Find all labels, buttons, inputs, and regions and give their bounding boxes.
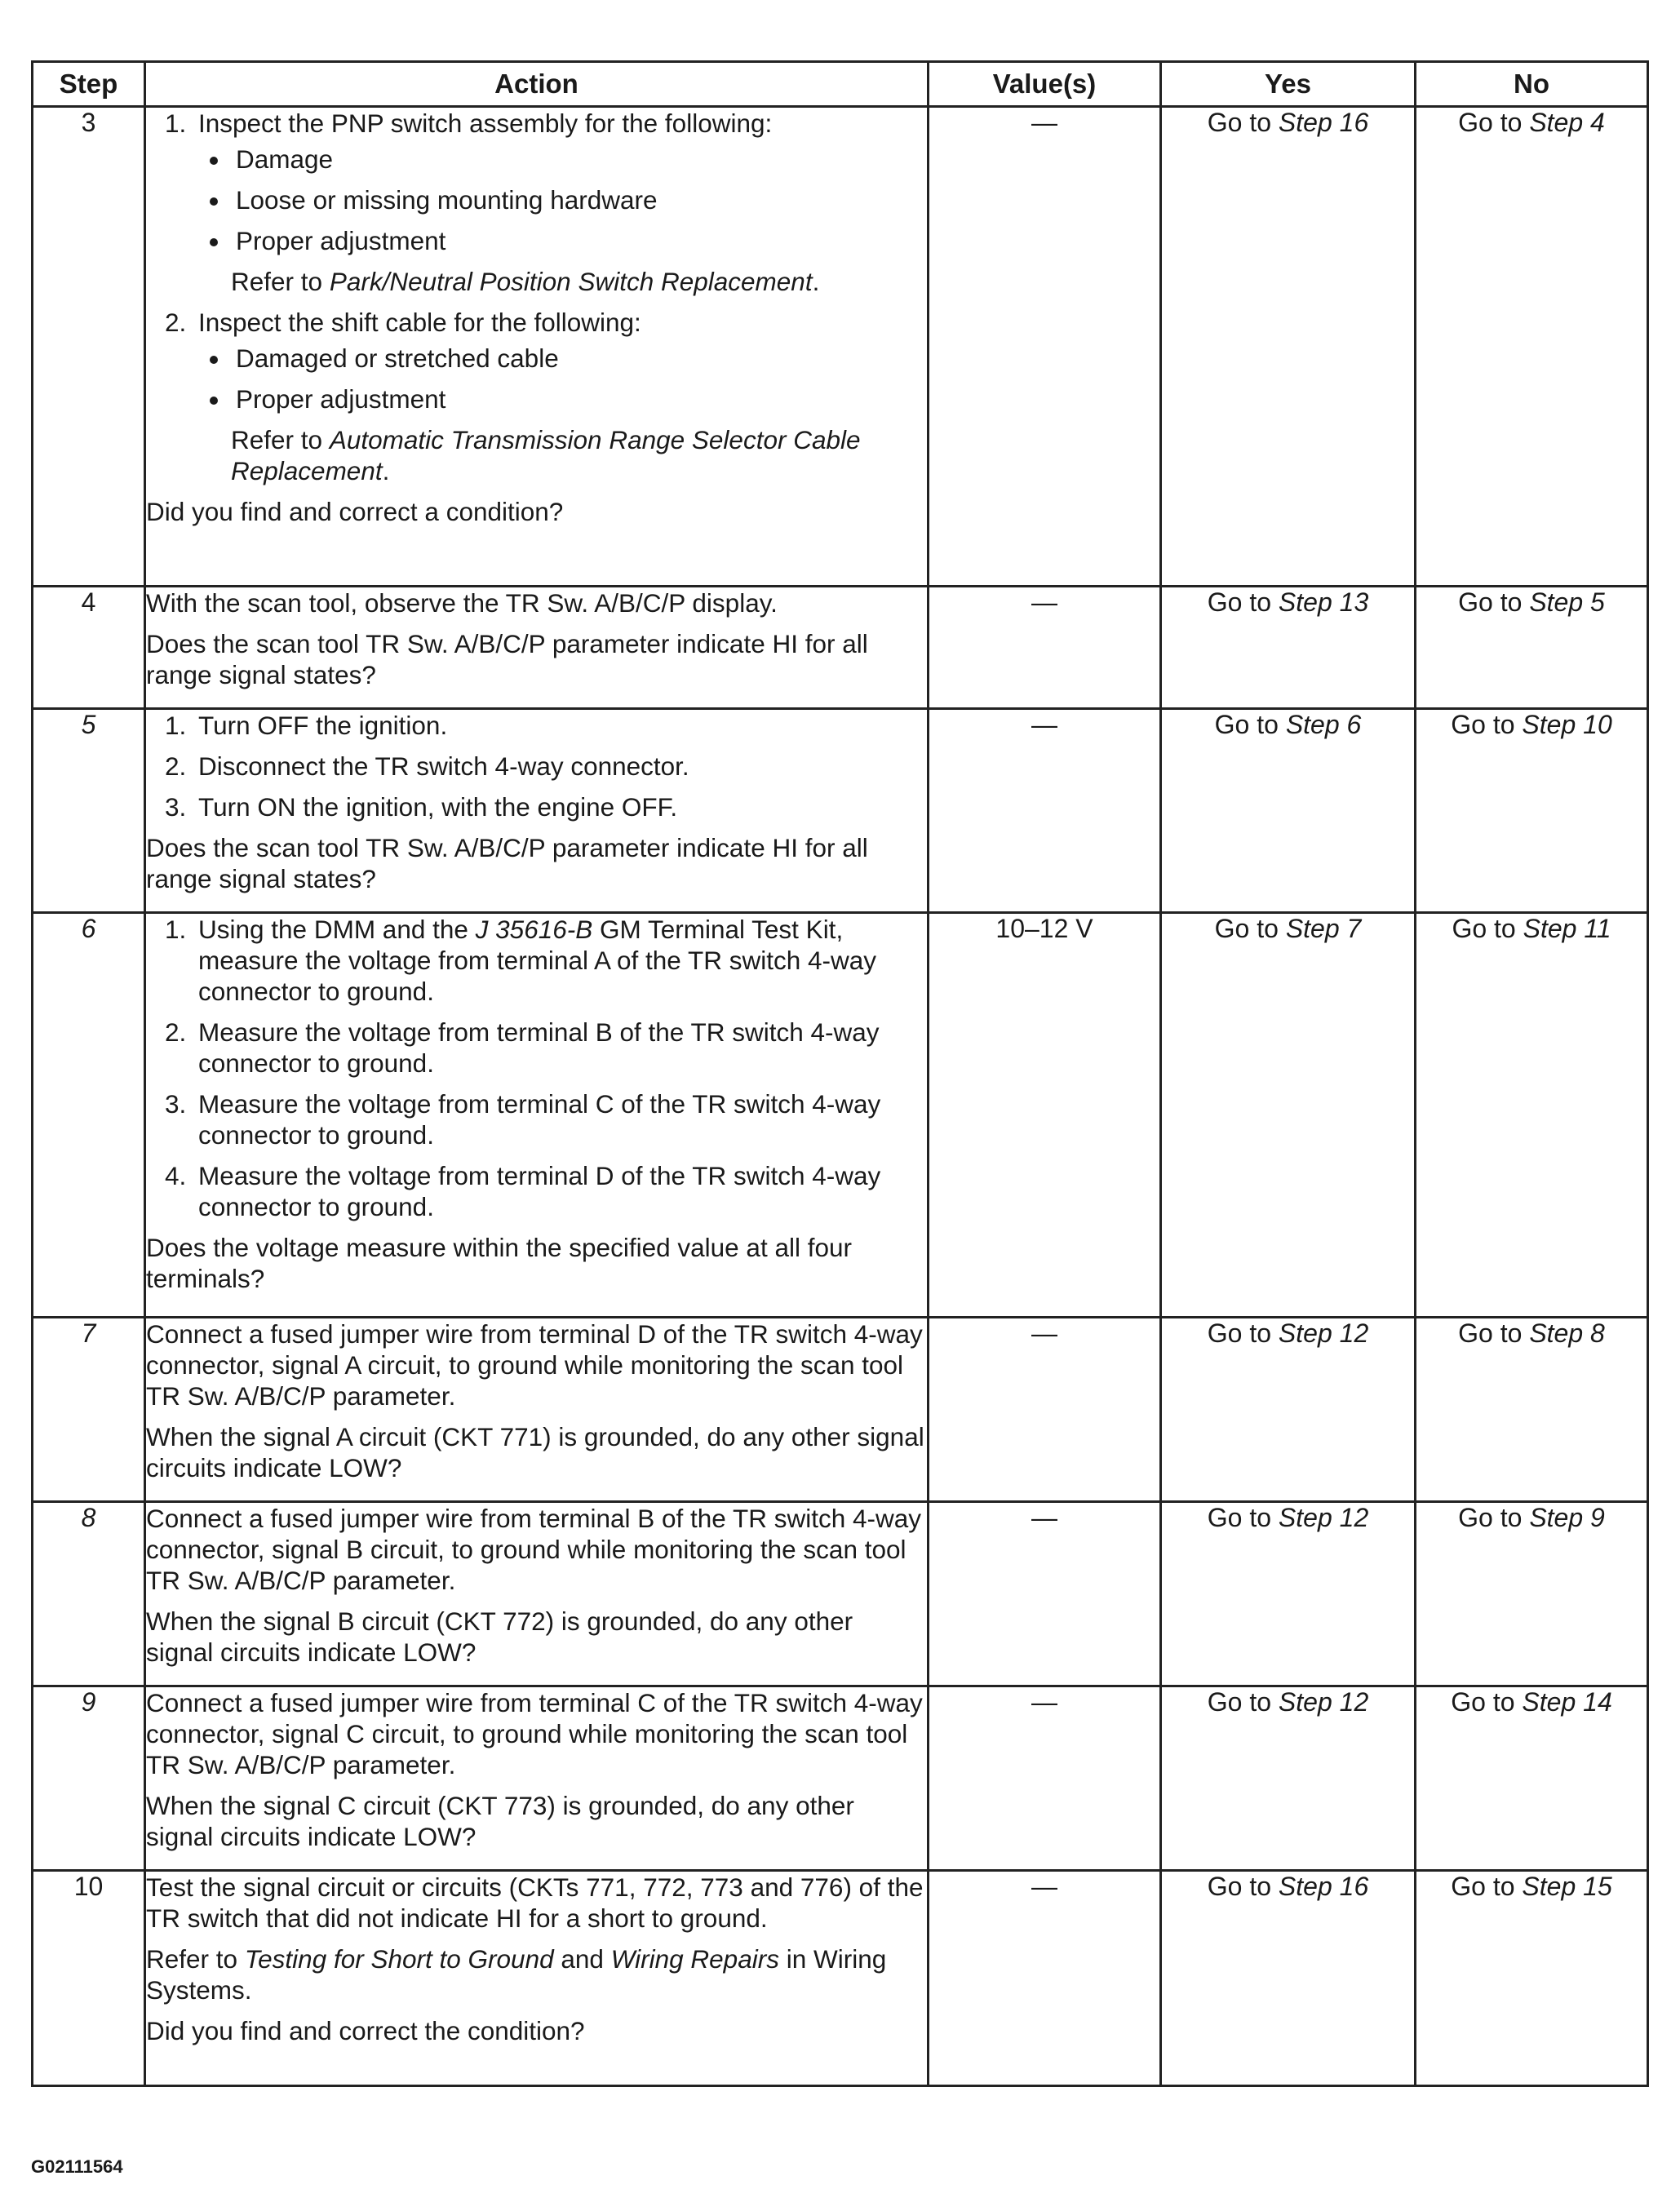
value-cell: —	[929, 709, 1161, 913]
action-item: 2. Measure the voltage from terminal B of the TR switch 4-way connector to ground.	[193, 1017, 927, 1079]
reference-note: Refer to Automatic Transmission Range Selector Cable Replacement.	[231, 425, 861, 485]
step-number: 6	[33, 913, 145, 1318]
table-row	[33, 913, 1648, 1318]
no-cell: Go to Step 14	[1416, 1686, 1648, 1871]
action-item: 2. Inspect the shift cable for the following: • Damaged or stretched cable • Proper adjustment Refer to Automatic Transmission Range Selector Cable Replacement.	[193, 307, 927, 486]
action-cell	[145, 587, 929, 709]
action-question: Does the scan tool TR Sw. A/B/C/P parameter indicate HI for all range signal states?	[146, 833, 868, 893]
action-cell	[145, 913, 929, 1318]
action-item: 2. Disconnect the TR switch 4-way connector.	[193, 751, 927, 782]
diagnostic-table	[31, 60, 1649, 2087]
action-text: Connect a fused jumper wire from terminal C of the TR switch 4-way connector, signal C circuit, to ground while monitoring the scan tool TR Sw. A/B/C/P parameter.	[146, 1688, 923, 1779]
reference-note: Refer to Park/Neutral Position Switch Replacement.	[231, 267, 820, 296]
table-row	[33, 1502, 1648, 1686]
action-item: 4. Measure the voltage from terminal D of the TR switch 4-way connector to ground.	[193, 1160, 927, 1222]
value-cell: —	[929, 1318, 1161, 1502]
yes-step-ref: Step 6	[1285, 710, 1362, 739]
no-step-ref: Step 4	[1529, 108, 1605, 137]
header-values: Value(s)	[929, 62, 1161, 107]
action-text: Connect a fused jumper wire from terminal B of the TR switch 4-way connector, signal B circuit, to ground while monitoring the scan tool TR Sw. A/B/C/P parameter.	[146, 1504, 922, 1595]
reference-link: Automatic Transmission Range Selector Cable Replacement	[231, 425, 861, 485]
reference-link: Park/Neutral Position Switch Replacement	[329, 267, 813, 296]
action-question: When the signal A circuit (CKT 771) is grounded, do any other signal circuits indicate LOW?	[146, 1422, 924, 1482]
no-cell: Go to Step 11	[1416, 913, 1648, 1318]
no-cell: Go to Step 10	[1416, 709, 1648, 913]
action-text: With the scan tool, observe the TR Sw. A/B/C/P display.	[146, 588, 778, 618]
action-text: Test the signal circuit or circuits (CKTs 771, 772, 773 and 776) of the TR switch that did not indicate HI for a short to ground.	[146, 1872, 924, 1933]
yes-step-ref: Step 12	[1278, 1687, 1369, 1717]
no-cell: Go to Step 9	[1416, 1502, 1648, 1686]
table-row	[33, 587, 1648, 709]
step-number: 8	[33, 1502, 145, 1686]
action-item: 3. Measure the voltage from terminal C of the TR switch 4-way connector to ground.	[193, 1088, 927, 1150]
yes-cell: Go to Step 12	[1161, 1686, 1416, 1871]
no-step-ref: Step 9	[1529, 1503, 1605, 1532]
tool-reference: J 35616-B	[475, 915, 593, 944]
yes-cell: Go to Step 7	[1161, 913, 1416, 1318]
yes-cell: Go to Step 12	[1161, 1318, 1416, 1502]
yes-cell: Go to Step 12	[1161, 1502, 1416, 1686]
step-number: 5	[33, 709, 145, 913]
action-item: 3. Turn ON the ignition, with the engine OFF.	[193, 791, 927, 822]
no-step-ref: Step 11	[1523, 914, 1611, 943]
action-item: 1. Turn OFF the ignition.	[193, 710, 927, 741]
action-question: Did you find and correct the condition?	[146, 2016, 585, 2045]
value-cell: —	[929, 107, 1161, 587]
header-yes: Yes	[1161, 62, 1416, 107]
yes-cell: Go to Step 16	[1161, 107, 1416, 587]
yes-step-ref: Step 16	[1278, 108, 1369, 137]
value-cell: —	[929, 1686, 1161, 1871]
action-question: Does the scan tool TR Sw. A/B/C/P parameter indicate HI for all range signal states?	[146, 629, 868, 689]
table-row	[33, 107, 1648, 587]
bullet-item: • Proper adjustment	[231, 225, 927, 256]
bullet-item: • Damage	[231, 144, 927, 175]
yes-cell: Go to Step 16	[1161, 1871, 1416, 2086]
no-step-ref: Step 14	[1522, 1687, 1612, 1717]
table-row	[33, 709, 1648, 913]
bullet-item: • Proper adjustment	[231, 383, 927, 414]
action-cell	[145, 107, 929, 587]
header-action: Action	[145, 62, 929, 107]
no-cell: Go to Step 15	[1416, 1871, 1648, 2086]
yes-step-ref: Step 7	[1285, 914, 1362, 943]
no-step-ref: Step 10	[1522, 710, 1612, 739]
action-question: When the signal B circuit (CKT 772) is grounded, do any other signal circuits indicate LOW?	[146, 1606, 853, 1667]
no-cell: Go to Step 5	[1416, 587, 1648, 709]
no-step-ref: Step 5	[1529, 587, 1605, 617]
action-item: 1. Using the DMM and the J 35616-B GM Terminal Test Kit, measure the voltage from terminal A of the TR switch 4-way connector to ground.	[193, 914, 927, 1007]
yes-step-ref: Step 12	[1278, 1318, 1369, 1348]
table-row	[33, 1686, 1648, 1871]
reference-note: Refer to Testing for Short to Ground and Wiring Repairs in Wiring Systems.	[146, 1944, 887, 2005]
no-cell: Go to Step 4	[1416, 107, 1648, 587]
header-step: Step	[33, 62, 145, 107]
no-step-ref: Step 15	[1522, 1872, 1612, 1901]
table-row	[33, 1871, 1648, 2086]
action-cell	[145, 1686, 929, 1871]
bullet-item: • Loose or missing mounting hardware	[231, 184, 927, 215]
bullet-item: • Damaged or stretched cable	[231, 343, 927, 374]
step-number: 3	[33, 107, 145, 587]
value-cell: —	[929, 1502, 1161, 1686]
step-number: 9	[33, 1686, 145, 1871]
yes-cell: Go to Step 13	[1161, 587, 1416, 709]
reference-link: Testing for Short to Ground	[244, 1944, 554, 1974]
action-question: When the signal C circuit (CKT 773) is grounded, do any other signal circuits indicate LOW?	[146, 1791, 854, 1851]
header-row	[33, 62, 1648, 107]
value-cell: —	[929, 1871, 1161, 2086]
yes-step-ref: Step 13	[1278, 587, 1369, 617]
header-no: No	[1416, 62, 1648, 107]
value-cell: —	[929, 587, 1161, 709]
yes-step-ref: Step 12	[1278, 1503, 1369, 1532]
no-step-ref: Step 8	[1529, 1318, 1605, 1348]
step-number: 7	[33, 1318, 145, 1502]
action-cell	[145, 1502, 929, 1686]
yes-cell: Go to Step 6	[1161, 709, 1416, 913]
figure-id: G02111564	[31, 2156, 123, 2177]
action-question: Did you find and correct a condition?	[146, 497, 564, 526]
value-cell: 10–12 V	[929, 913, 1161, 1318]
table-row	[33, 1318, 1648, 1502]
no-cell: Go to Step 8	[1416, 1318, 1648, 1502]
step-number: 10	[33, 1871, 145, 2086]
action-text: Connect a fused jumper wire from terminal D of the TR switch 4-way connector, signal A circuit, to ground while monitoring the scan tool TR Sw. A/B/C/P parameter.	[146, 1319, 923, 1411]
yes-step-ref: Step 16	[1278, 1872, 1369, 1901]
action-item: 1. Inspect the PNP switch assembly for the following: • Damage • Loose or missing mounting hardware • Proper adjustment Refer to Park/Neutral Position Switch Replacement.	[193, 108, 927, 297]
action-question: Does the voltage measure within the specified value at all four terminals?	[146, 1233, 852, 1293]
action-cell	[145, 1871, 929, 2086]
action-cell	[145, 709, 929, 913]
action-cell	[145, 1318, 929, 1502]
reference-link: Wiring Repairs	[610, 1944, 779, 1974]
step-number: 4	[33, 587, 145, 709]
